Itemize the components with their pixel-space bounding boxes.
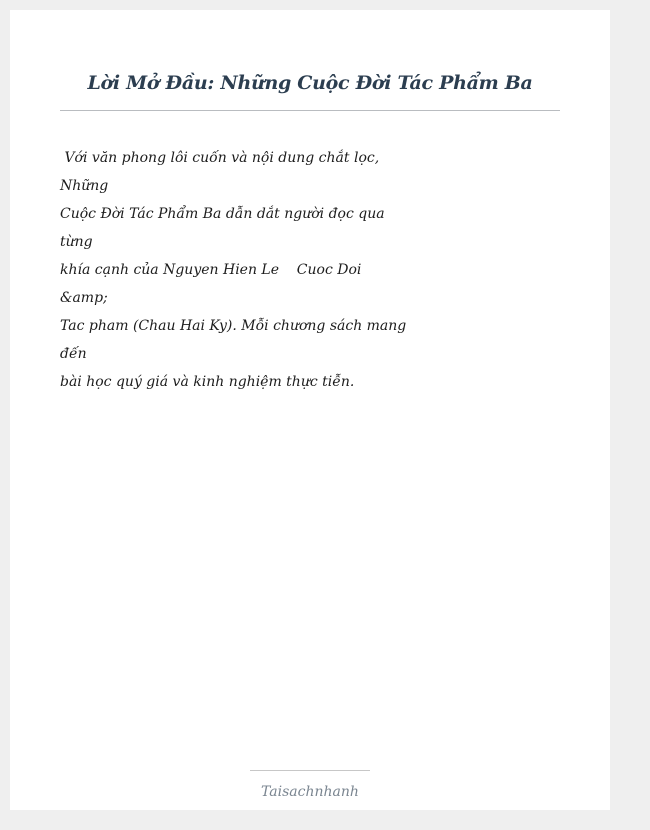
- paragraph-line: đến: [60, 346, 87, 362]
- paragraph-line: Với văn phong lôi cuốn và nội dung chắt lọc,: [60, 150, 380, 166]
- paragraph-line: Những: [60, 178, 109, 194]
- paragraph-line: khía cạnh của Nguyen Hien Le Cuoc Doi: [60, 262, 362, 278]
- paragraph-line: &amp;: [60, 290, 108, 306]
- title-divider: [60, 110, 560, 111]
- page-title: Lời Mở Đầu: Những Cuộc Đời Tác Phẩm Ba: [87, 72, 533, 94]
- footer-divider: [250, 770, 370, 771]
- paragraph-line: từng: [60, 234, 93, 250]
- intro-paragraph: [60, 144, 440, 396]
- paragraph-line: Cuộc Đời Tác Phẩm Ba dẫn dắt người đọc qua: [60, 206, 385, 222]
- footer-brand: Taisachnhanh: [261, 784, 359, 800]
- paragraph-line: Tac pham (Chau Hai Ky). Mỗi chương sách mang: [60, 318, 407, 334]
- paragraph-line: bài học quý giá và kinh nghiệm thực tiễn.: [60, 374, 355, 390]
- document-page: [10, 10, 610, 810]
